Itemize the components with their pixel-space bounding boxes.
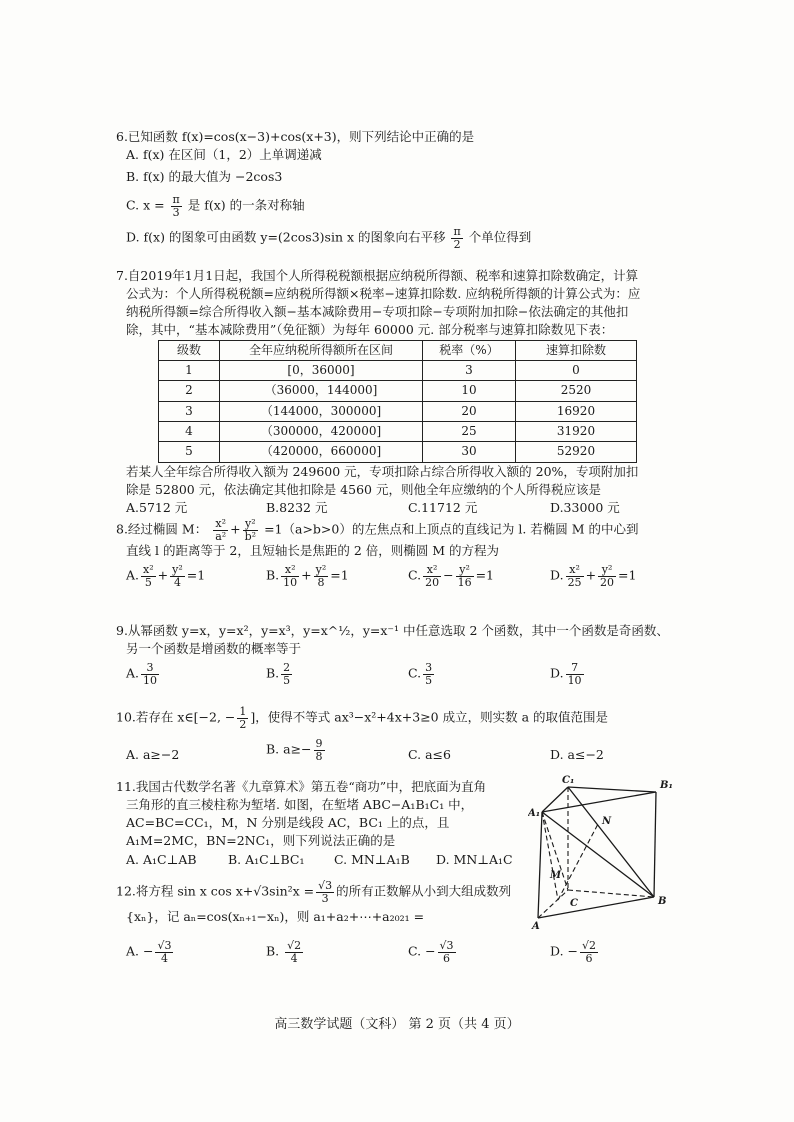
q7-option-c: C.11712 元	[408, 500, 478, 516]
table-cell: 10	[423, 381, 516, 401]
opt-frac	[141, 662, 159, 686]
q12-pre: 12.将方程 sin x cos x+	[116, 883, 254, 899]
label-c1: C₁	[562, 775, 575, 786]
opt-frac	[314, 564, 329, 588]
q10-interval-right: ]	[250, 709, 256, 725]
q7-option-b: B.8232 元	[266, 500, 328, 516]
opt-num: 3	[425, 661, 433, 675]
segment-mn	[558, 824, 598, 900]
q10-num: 1	[239, 705, 247, 718]
edge-b1-b	[654, 792, 656, 897]
table-cell: 16920	[516, 401, 637, 421]
q12-num: √3	[318, 879, 333, 892]
opt-den: 10	[283, 575, 298, 589]
opt-num: 9	[315, 737, 323, 751]
label-b: B	[658, 896, 667, 907]
question-12	[116, 880, 536, 926]
q11-option-c: C. MN⊥A₁B	[334, 851, 410, 867]
opt-num: y²	[456, 564, 474, 577]
opt-frac	[566, 662, 584, 686]
q12-options-wrap	[116, 940, 676, 978]
opt-eq: =1	[186, 567, 206, 583]
opt-den: 4	[160, 951, 168, 965]
opt-num: 7	[566, 662, 584, 675]
label-a1: A₁	[528, 808, 541, 819]
q12-line-2: {xₙ}，记 aₙ=cos(xₙ₊₁−xₙ)，则 a₁+a₂+⋯+a₂₀₂₁ =	[126, 909, 425, 925]
q10-option-c: C. a≤6	[408, 747, 451, 763]
q12-option-b	[266, 940, 305, 964]
q11-option-d: D. MN⊥A₁C	[436, 851, 513, 867]
table-row	[159, 381, 637, 401]
q9-options	[116, 662, 676, 700]
opt-label: D.	[550, 665, 564, 681]
label-b1: B₁	[660, 780, 673, 791]
q8-option-c	[408, 564, 494, 588]
edge-a-b	[538, 897, 654, 918]
opt-den: 6	[585, 951, 593, 965]
opt-frac	[423, 564, 441, 588]
opt-label: B. a≥−	[266, 741, 312, 757]
label-n: N	[602, 816, 612, 827]
opt-frac	[285, 940, 303, 964]
opt-label: D. −	[550, 943, 578, 959]
opt-den: 20	[600, 575, 615, 589]
prism-figure	[528, 772, 698, 932]
q11-option-b: B. A₁C⊥BC₁	[228, 851, 305, 867]
opt-den: 5	[425, 673, 433, 687]
label-m: M	[550, 870, 562, 881]
opt-den: 8	[315, 749, 323, 763]
q12-post: 的所有正数解从小到大组成数列	[336, 883, 512, 899]
opt-frac	[281, 564, 299, 588]
q6-option-c	[116, 194, 676, 218]
q11-line-2: 三角形的直三棱柱称为堑堵. 如图，在堑堵 ABC−A₁B₁C₁ 中，	[126, 797, 474, 813]
q9-line-2: 另一个函数是增函数的概率等于	[126, 641, 302, 657]
table-cell: （420000，660000]	[220, 442, 423, 462]
q8-den: a²	[215, 529, 227, 543]
q8-frac-y	[243, 518, 258, 542]
q10-interval-frac	[237, 706, 248, 730]
opt-label: B.	[266, 665, 280, 681]
table-cell: 0	[516, 360, 637, 380]
q12-line-1	[116, 880, 536, 904]
question-11	[116, 778, 536, 871]
question-7	[116, 267, 676, 519]
table-row	[159, 401, 637, 421]
opt-frac	[423, 662, 434, 686]
q8-options	[116, 564, 676, 602]
q6-c-pre: C. x =	[126, 197, 165, 213]
table-cell: 1	[159, 360, 220, 380]
opt-frac	[155, 940, 173, 964]
opt-num: √3	[157, 939, 172, 952]
q8-plus: +	[230, 521, 241, 537]
q11-option-a: A. A₁C⊥AB	[126, 851, 197, 867]
opt-eq: =1	[618, 567, 637, 583]
opt-num: y²	[172, 563, 183, 577]
table-cell: 4	[159, 422, 220, 442]
label-a: A	[532, 921, 540, 932]
opt-num: x²	[143, 563, 154, 577]
opt-op: +	[301, 567, 312, 583]
table-header: 级数	[159, 340, 220, 360]
q9-line-1: 9.从幂函数 y=x，y=x²，y=x³，y=x^½，y=x⁻¹ 中任意选取 2 个函数，其中一个函数是奇函数、	[116, 623, 669, 638]
opt-label: B.	[266, 943, 284, 959]
q12-mid: sin²x =	[269, 883, 315, 899]
opt-den: 6	[443, 951, 451, 965]
q8-option-a	[126, 564, 205, 588]
q6-stem: 6.已知函数 f(x)=cos(x−3)+cos(x+3)，则下列结论中正确的是	[116, 129, 475, 144]
q6-option-b: B. f(x) 的最大值为 −2cos3	[126, 169, 283, 185]
q6-c-fraction	[171, 194, 182, 218]
opt-op: −	[443, 567, 454, 583]
q12-option-d	[550, 940, 600, 964]
q12-frac	[316, 880, 334, 904]
opt-num: √3	[439, 939, 454, 952]
opt-op: +	[585, 567, 597, 583]
q6-d-pre: D. f(x) 的图象可由函数 y=(2cos3)sin x 的图象向右平移	[126, 230, 446, 246]
opt-frac	[580, 940, 598, 964]
q12-options	[116, 940, 676, 978]
table-cell: 31920	[516, 422, 637, 442]
opt-den: 8	[317, 575, 325, 589]
opt-num: y²	[598, 564, 616, 577]
table-cell: 30	[423, 442, 516, 462]
opt-den: 5	[144, 575, 152, 589]
q8-option-d	[550, 564, 636, 588]
opt-label: A.	[126, 567, 140, 583]
question-10	[116, 706, 676, 776]
q9-option-d	[550, 662, 586, 686]
table-cell: 20	[423, 401, 516, 421]
table-header-row	[159, 340, 637, 360]
page-footer: 高三数学试题（文科） 第 2 页（共 4 页）	[274, 1017, 520, 1032]
opt-label: A.	[126, 665, 140, 681]
q10-options	[116, 738, 676, 776]
q12-option-a	[126, 940, 175, 964]
q12-sqrt: √3	[253, 883, 270, 899]
opt-eq: =1	[475, 567, 495, 583]
q12-option-c	[408, 940, 458, 964]
q6-c-num: π	[172, 193, 180, 207]
q11-options	[116, 851, 536, 871]
table-cell: 52920	[516, 442, 637, 462]
table-cell: 25	[423, 422, 516, 442]
q8-den: b²	[244, 529, 257, 543]
opt-frac	[456, 564, 474, 588]
opt-label: C.	[408, 567, 422, 583]
table-cell: （144000，300000]	[220, 401, 423, 421]
q8-option-b	[266, 564, 349, 588]
opt-label: C.	[408, 665, 422, 681]
q8-num: x²	[213, 518, 228, 531]
opt-den: 16	[457, 575, 472, 589]
opt-den: 10	[567, 673, 582, 687]
table-header: 速算扣除数	[516, 340, 637, 360]
table-cell: 3	[159, 401, 220, 421]
q6-d-fraction	[451, 226, 462, 250]
opt-den: 4	[290, 951, 298, 965]
opt-num: x²	[566, 564, 584, 577]
q8-post: =1（a>b>0）的左焦点和上顶点的直线记为 l. 若椭圆 M 的中心到	[264, 521, 639, 537]
q11-line-1: 11.我国古代数学名著《九章算术》第五卷“商功”中，把底面为直角	[116, 779, 487, 794]
table-row	[159, 442, 637, 462]
q6-c-post: 是 f(x) 的一条对称轴	[187, 197, 305, 213]
segment-a1-m	[542, 812, 558, 900]
q9-option-b	[266, 662, 294, 686]
opt-den: 4	[173, 575, 181, 589]
opt-num: √2	[582, 939, 597, 952]
q10-option-b	[266, 738, 327, 762]
question-6	[116, 128, 676, 251]
q7-options	[116, 499, 676, 519]
opt-num: 3	[141, 662, 159, 675]
q10-pre: 10.若存在 x∈	[116, 709, 194, 725]
table-cell: 5	[159, 442, 220, 462]
opt-den: 25	[567, 575, 582, 589]
q6-d-num: π	[453, 225, 461, 239]
q10-option-d: D. a≤−2	[550, 747, 604, 763]
q10-stem	[116, 706, 676, 730]
q7-line-2: 公式为：个人所得税税额=应纳税所得额×税率−速算扣除数. 应纳税所得额的计算公式为：应	[126, 286, 641, 302]
opt-frac	[170, 564, 185, 588]
table-row	[159, 360, 637, 380]
q10-option-a: A. a≥−2	[126, 747, 180, 763]
q10-den: 2	[239, 717, 247, 731]
q8-line-2: 直线 l 的距离等于 2，且短轴长是焦距的 2 倍，则椭圆 M 的方程为	[126, 543, 500, 559]
edge-a1-a	[538, 812, 542, 918]
opt-den: 5	[283, 673, 291, 687]
table-cell: （300000，420000]	[220, 422, 423, 442]
opt-label: A. −	[126, 943, 154, 959]
q8-line-1	[116, 518, 676, 542]
question-8	[116, 518, 676, 602]
q9-option-a	[126, 662, 161, 686]
table-header: 全年应纳税所得额所在区间	[220, 340, 423, 360]
opt-op: +	[157, 567, 169, 583]
table-row	[159, 422, 637, 442]
q6-d-den: 2	[453, 238, 461, 252]
opt-label: C. −	[408, 943, 436, 959]
opt-frac	[566, 564, 584, 588]
q9-option-c	[408, 662, 436, 686]
opt-frac	[438, 940, 456, 964]
opt-num: √2	[287, 939, 302, 952]
q7-line-4: 除，其中，“基本减除费用”（免征额）为每年 60000 元. 部分税率与速算扣除数见下表：	[126, 322, 614, 338]
question-9	[116, 622, 676, 700]
opt-num: y²	[315, 563, 327, 577]
tax-rate-table	[158, 340, 637, 463]
table-header: 税率（%）	[423, 340, 516, 360]
table-cell: [0，36000]	[220, 360, 423, 380]
q8-frac-x	[213, 518, 228, 542]
opt-label: D.	[550, 567, 564, 583]
q6-d-post: 个单位得到	[468, 230, 532, 246]
label-c: C	[570, 898, 578, 909]
opt-frac	[598, 564, 616, 588]
opt-eq: =1	[330, 567, 349, 583]
opt-num: x²	[281, 564, 299, 577]
table-cell: 2520	[516, 381, 637, 401]
q10-post: ，使得不等式 ax³−x²+4x+3≥0 成立，则实数 a 的取值范围是	[255, 709, 609, 725]
q7-line-3: 纳税所得额=综合所得收入额−基本减除费用−专项扣除−专项附加扣除−依法确定的其他扣	[126, 304, 629, 320]
q6-option-a: A. f(x) 在区间（1，2）上单调递减	[126, 147, 322, 163]
q6-option-d	[116, 226, 676, 250]
q8-num: y²	[243, 518, 258, 531]
q7-option-a: A.5712 元	[126, 500, 188, 516]
q7-line-5: 若某人全年综合所得收入额为 249600 元，专项扣除占综合所得收入额的 20%，专项附加扣	[126, 463, 639, 479]
q11-line-4: A₁M=2MC，BN=2NC₁，则下列说法正确的是	[126, 833, 396, 849]
q6-c-den: 3	[172, 205, 180, 219]
opt-num: 2	[283, 661, 291, 675]
q7-option-d: D.33000 元	[550, 500, 620, 516]
table-cell: 2	[159, 381, 220, 401]
q7-line-1: 7.自2019年1月1日起，我国个人所得税税额根据应纳税所得额、税率和速算扣除数确定，计算	[116, 268, 639, 283]
edge-c1-b1	[568, 787, 656, 792]
q11-line-3: AC=BC=CC₁，M，N 分别是线段 AC，BC₁ 上的点，且	[126, 815, 450, 831]
opt-num: x²	[423, 564, 441, 577]
opt-frac	[141, 564, 156, 588]
q8-pre: 8.经过椭圆 M：	[116, 521, 208, 537]
edge-c-b	[568, 890, 654, 897]
opt-frac	[314, 738, 325, 762]
opt-den: 20	[425, 575, 440, 589]
q7-line-6: 除是 52800 元，依法确定其他扣除是 4560 元，则他全年应缴纳的个人所得税应该是	[126, 481, 601, 497]
q12-den: 3	[321, 891, 329, 905]
opt-frac	[281, 662, 292, 686]
opt-label: B.	[266, 567, 280, 583]
table-cell: （36000，144000]	[220, 381, 423, 401]
opt-den: 10	[143, 673, 158, 687]
table-cell: 3	[423, 360, 516, 380]
q10-interval-left: [−2, −	[193, 709, 236, 725]
